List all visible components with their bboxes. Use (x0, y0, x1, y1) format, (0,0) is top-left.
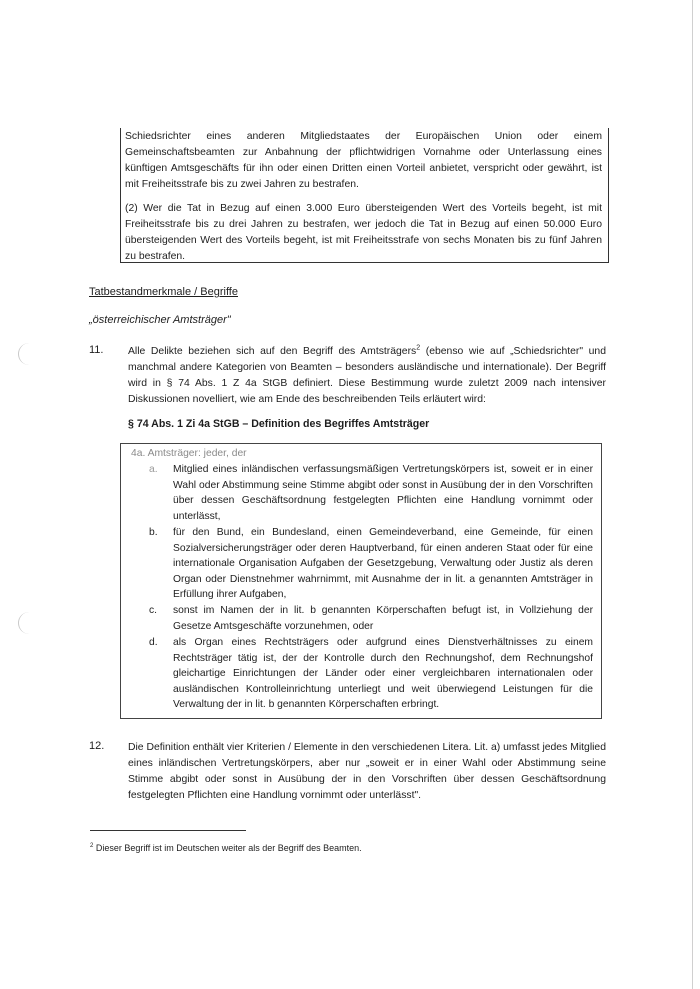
footnote-number: 2 (90, 843, 94, 849)
section-subheading: „österreichischer Amtsträger" (89, 314, 231, 326)
footnote-reference: 2 (416, 344, 421, 352)
definition-text: als Organ eines Rechtsträgers oder aufgrund eines Dienstverhältnisses zu einem Rechtsträger tätig ist, der der Kontrolle durch den Rechnungshof, dem Rechnungshof gleichartige Einrichtungen der Länder oder einer vergleichbaren internationalen oder ausländischen Kontrolleinrichtung unterliegt und weit überwiegend Leistungen für die Verwaltung der in lit. b genannten Körperschaften erbringt. (173, 637, 593, 711)
paragraph-12: Die Definition enthält vier Kriterien / Elemente in den verschiedenen Litera. Lit. a) umfasst jedes Mitglied eines inländischen Vertretungskörpers, aber nur „soweit er in einer Wahl oder Abstimmung seine Stimme abgibt oder sonst in Ausübung der in den Vorschriften über dessen Geschäftsordnung festgelegten Pflichten eine Handlung vornimmt oder unterlässt". (128, 742, 606, 801)
definition-text: Mitglied eines inländischen verfassungsmäßigen Vertretungskörpers ist, soweit er in einer Wahl oder Abstimmung seine Stimme abgibt oder sonst in Ausübung der in den Vorschriften über dessen Geschäftsordnung festgelegten Pflichten eine Handlung vornimmt oder unterlässt, (173, 464, 593, 522)
definition-box (120, 443, 602, 719)
footnote-text: Dieser Begriff ist im Deutschen weiter als der Begriff des Beamten. (93, 843, 362, 853)
punch-hole-mark (18, 612, 31, 634)
paragraph-number-12: 12. (89, 740, 105, 752)
statute-paragraph-continuation: Schiedsrichter eines anderen Mitgliedstaates der Europäischen Union oder einem Gemeinschaftsbeamten zur Anbahnung der pflichtwidrigen Vornahme oder Unterlassung eines künftigen Amtsgeschäfts für ihn oder einen Dritten einen Vorteil anbietet, verspricht oder gewährt, ist mit Freiheitsstrafe bis zu zwei Jahren zu bestrafen. (125, 131, 602, 190)
paragraph-number-11: 11. (89, 344, 104, 356)
definition-text: sonst im Namen der in lit. b genannten Körperschaften befugt ist, in Vollziehung der Gesetze Amtsgeschäfte vorzunehmen, oder (173, 605, 593, 632)
paragraph-11-text-b: (ebenso wie auf „Schiedsrichter" und manchmal andere Kategorien von Beamten – besonders ausländische und internationale). Der Begriff wird in § 74 Abs. 1 Z 4a StGB definiert. Diese Bestimmung wurde zuletzt 2009 nach intensiver Diskussionen novelliert, wie am Ende des beschreibenden Teils erläutert wird: (128, 346, 606, 405)
footnote (90, 843, 362, 853)
footnote-divider (90, 830, 246, 831)
definition-head: 4a. Amtsträger: jeder, der (131, 448, 247, 459)
definition-letter: b. (149, 527, 158, 538)
section-heading: Tatbestandmerkmale / Begriffe (89, 286, 238, 298)
definition-letter: a. (149, 464, 158, 475)
paragraph-11 (128, 344, 606, 408)
statute-paragraph-2: (2) Wer die Tat in Bezug auf einen 3.000 Euro übersteigenden Wert des Vorteils begeht, ist mit Freiheitsstrafe bis zu drei Jahren zu bestrafen, wer jedoch die Tat in Bezug auf einen 50.000 Euro übersteigenden Wert des Vorteils begeht, ist mit Freiheitsstrafe von sechs Monaten bis zu fünf Jahren zu bestrafen. (125, 203, 602, 262)
statute-quote-box (120, 128, 609, 263)
definition-text: für den Bund, ein Bundesland, einen Gemeindeverband, eine Gemeinde, für einen Sozialversicherungsträger oder deren Hauptverband, für einen anderen Staat oder für eine internationale Organisation Aufgaben der Gesetzgebung, Verwaltung oder Justiz als deren Organ oder Dienstnehmer wahrnimmt, mit Ausnahme der in lit. a genannten Amtsträger in Erfüllung ihrer Aufgaben, (173, 527, 593, 601)
punch-hole-mark (18, 343, 31, 365)
definition-letter: d. (149, 637, 158, 648)
definition-letter: c. (149, 605, 158, 616)
paragraph-11-text-a: Alle Delikte beziehen sich auf den Begriff des Amtsträgers (128, 346, 417, 357)
scan-edge (692, 0, 693, 989)
definition-title: § 74 Abs. 1 Zi 4a StGB – Definition des Begriffes Amtsträger (128, 418, 430, 430)
